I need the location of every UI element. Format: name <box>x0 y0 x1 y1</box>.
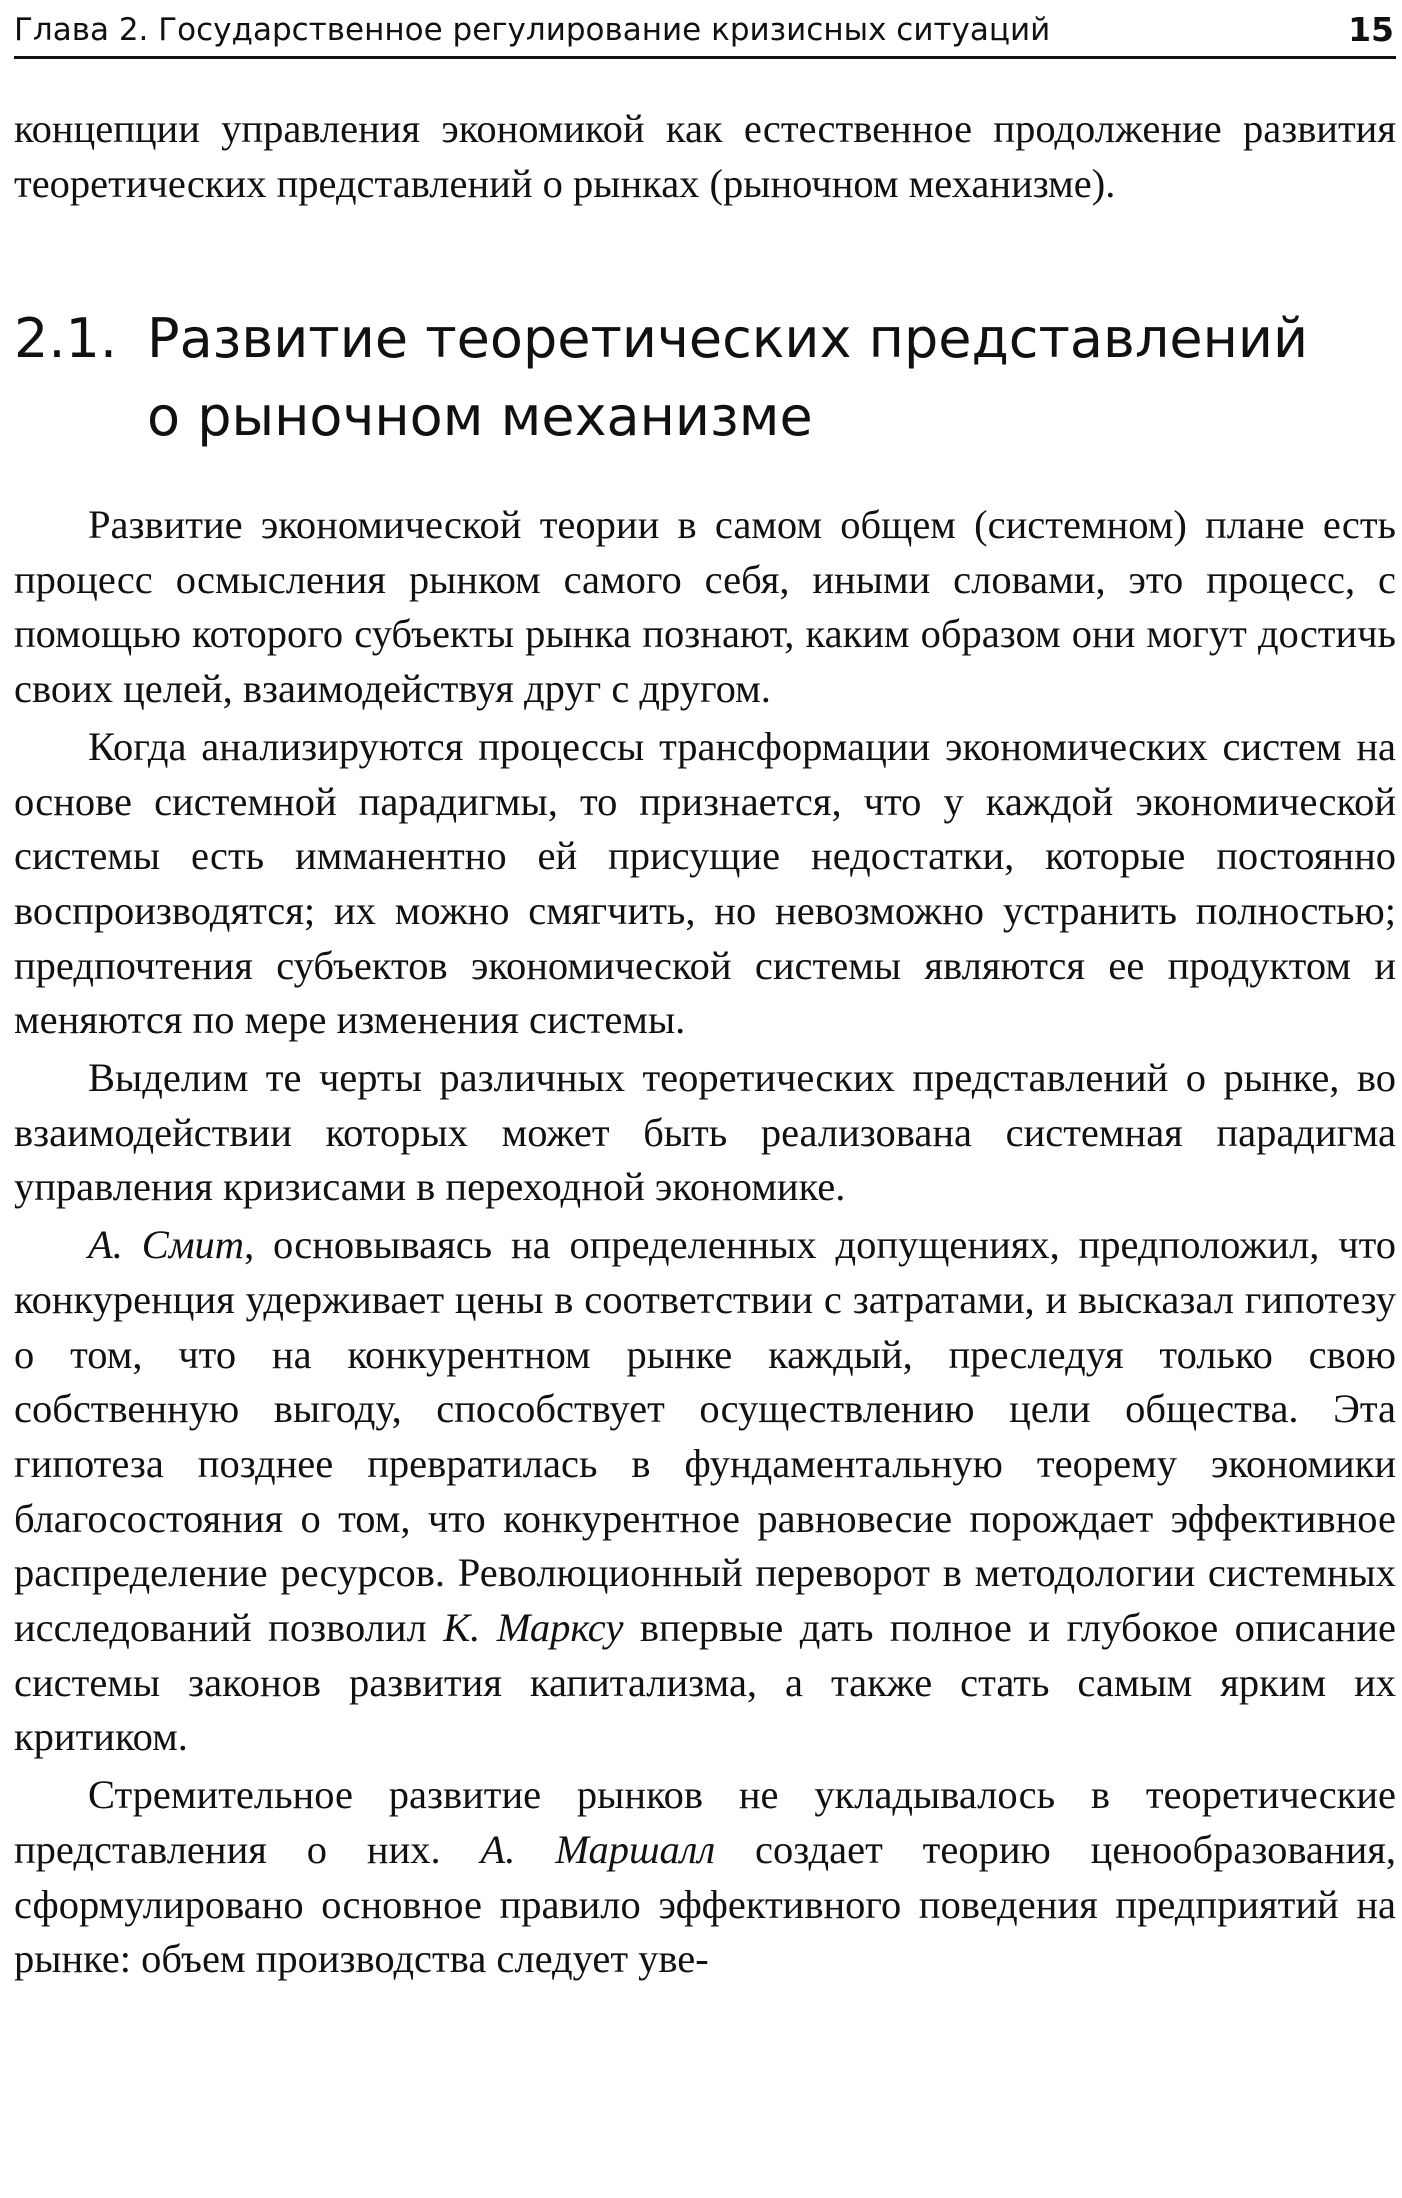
paragraph-4-text-1: , основываясь на определенных допущениях, предположил, что конкуренция удерживает цены в соответствии с затратами, и высказал гипотезу о том, что на конкурентном рынке каждый, преследуя только свою собственную выгоду, способствует осуществлению цели общества. Эта гипотеза позднее превратилась в фундаментальную теорему экономики благосостояния о том, что конкурентное равновесие порождает эффективное распределение ресурсов. Революционный переворот в методологии системных исследований позволил <box>14 1222 1396 1651</box>
paragraph-4-text-2: впервые дать полное и глубокое описание системы законов развития капитализма, а также стать самым ярким их критиком. <box>14 1605 1396 1760</box>
person-name-marshall: А. Маршалл <box>480 1826 716 1872</box>
paragraph-5 <box>14 1768 1396 1987</box>
paragraph-5-text-2: создает теорию ценообразования, сформулировано основное правило эффективного поведения предприятий на рынке: объем производства следует уве- <box>14 1826 1397 1982</box>
section-number: 2.1. <box>14 307 118 370</box>
person-name-marx: К. Марксу <box>443 1605 624 1651</box>
section-body <box>14 498 1396 1987</box>
paragraph-4 <box>14 1218 1396 1765</box>
section-title-line2: о рыночном механизме <box>147 385 813 448</box>
chapter-title: Глава 2. Государственное регулирование кризисных ситуаций <box>14 12 1051 48</box>
page-number: 15 <box>1348 10 1394 49</box>
book-page <box>14 0 1396 2198</box>
paragraph-5-text-1: Стремительное развитие рынков не укладывалось в теоретические представления о них. <box>14 1772 1396 1872</box>
paragraph-3: Выделим те черты различных теоретических представлений о рынке, во взаимодействии которых может быть реализована системная парадигма управления кризисами в переходной экономике. <box>14 1055 1396 1210</box>
section-title-line1: Развитие теоретических представлений <box>147 307 1309 370</box>
person-name-smith: А. Смит <box>88 1222 245 1268</box>
paragraph-1: Развитие экономической теории в самом общем (системном) плане есть процесс осмысления рынком самого себя, иными словами, это процесс, с помощью которого субъекты рынка познают, каким образом они могут достичь своих целей, взаимодействуя друг с другом. <box>14 502 1396 712</box>
section-heading <box>14 300 1396 456</box>
intro-paragraph: концепции управления экономикой как естественное продолжение развития теоретических представлений о рынках (рыночном механизме). <box>14 106 1396 206</box>
running-header <box>14 6 1396 59</box>
paragraph-2: Когда анализируются процессы трансформации экономических систем на основе системной парадигмы, то признается, что у каждой экономической системы есть имманентно ей присущие недостатки, которые постоянно воспроизводятся; их можно смягчить, но невозможно устранить полностью; предпочтения субъектов экономической системы являются ее продуктом и меняются по мере изменения системы. <box>14 723 1396 1043</box>
